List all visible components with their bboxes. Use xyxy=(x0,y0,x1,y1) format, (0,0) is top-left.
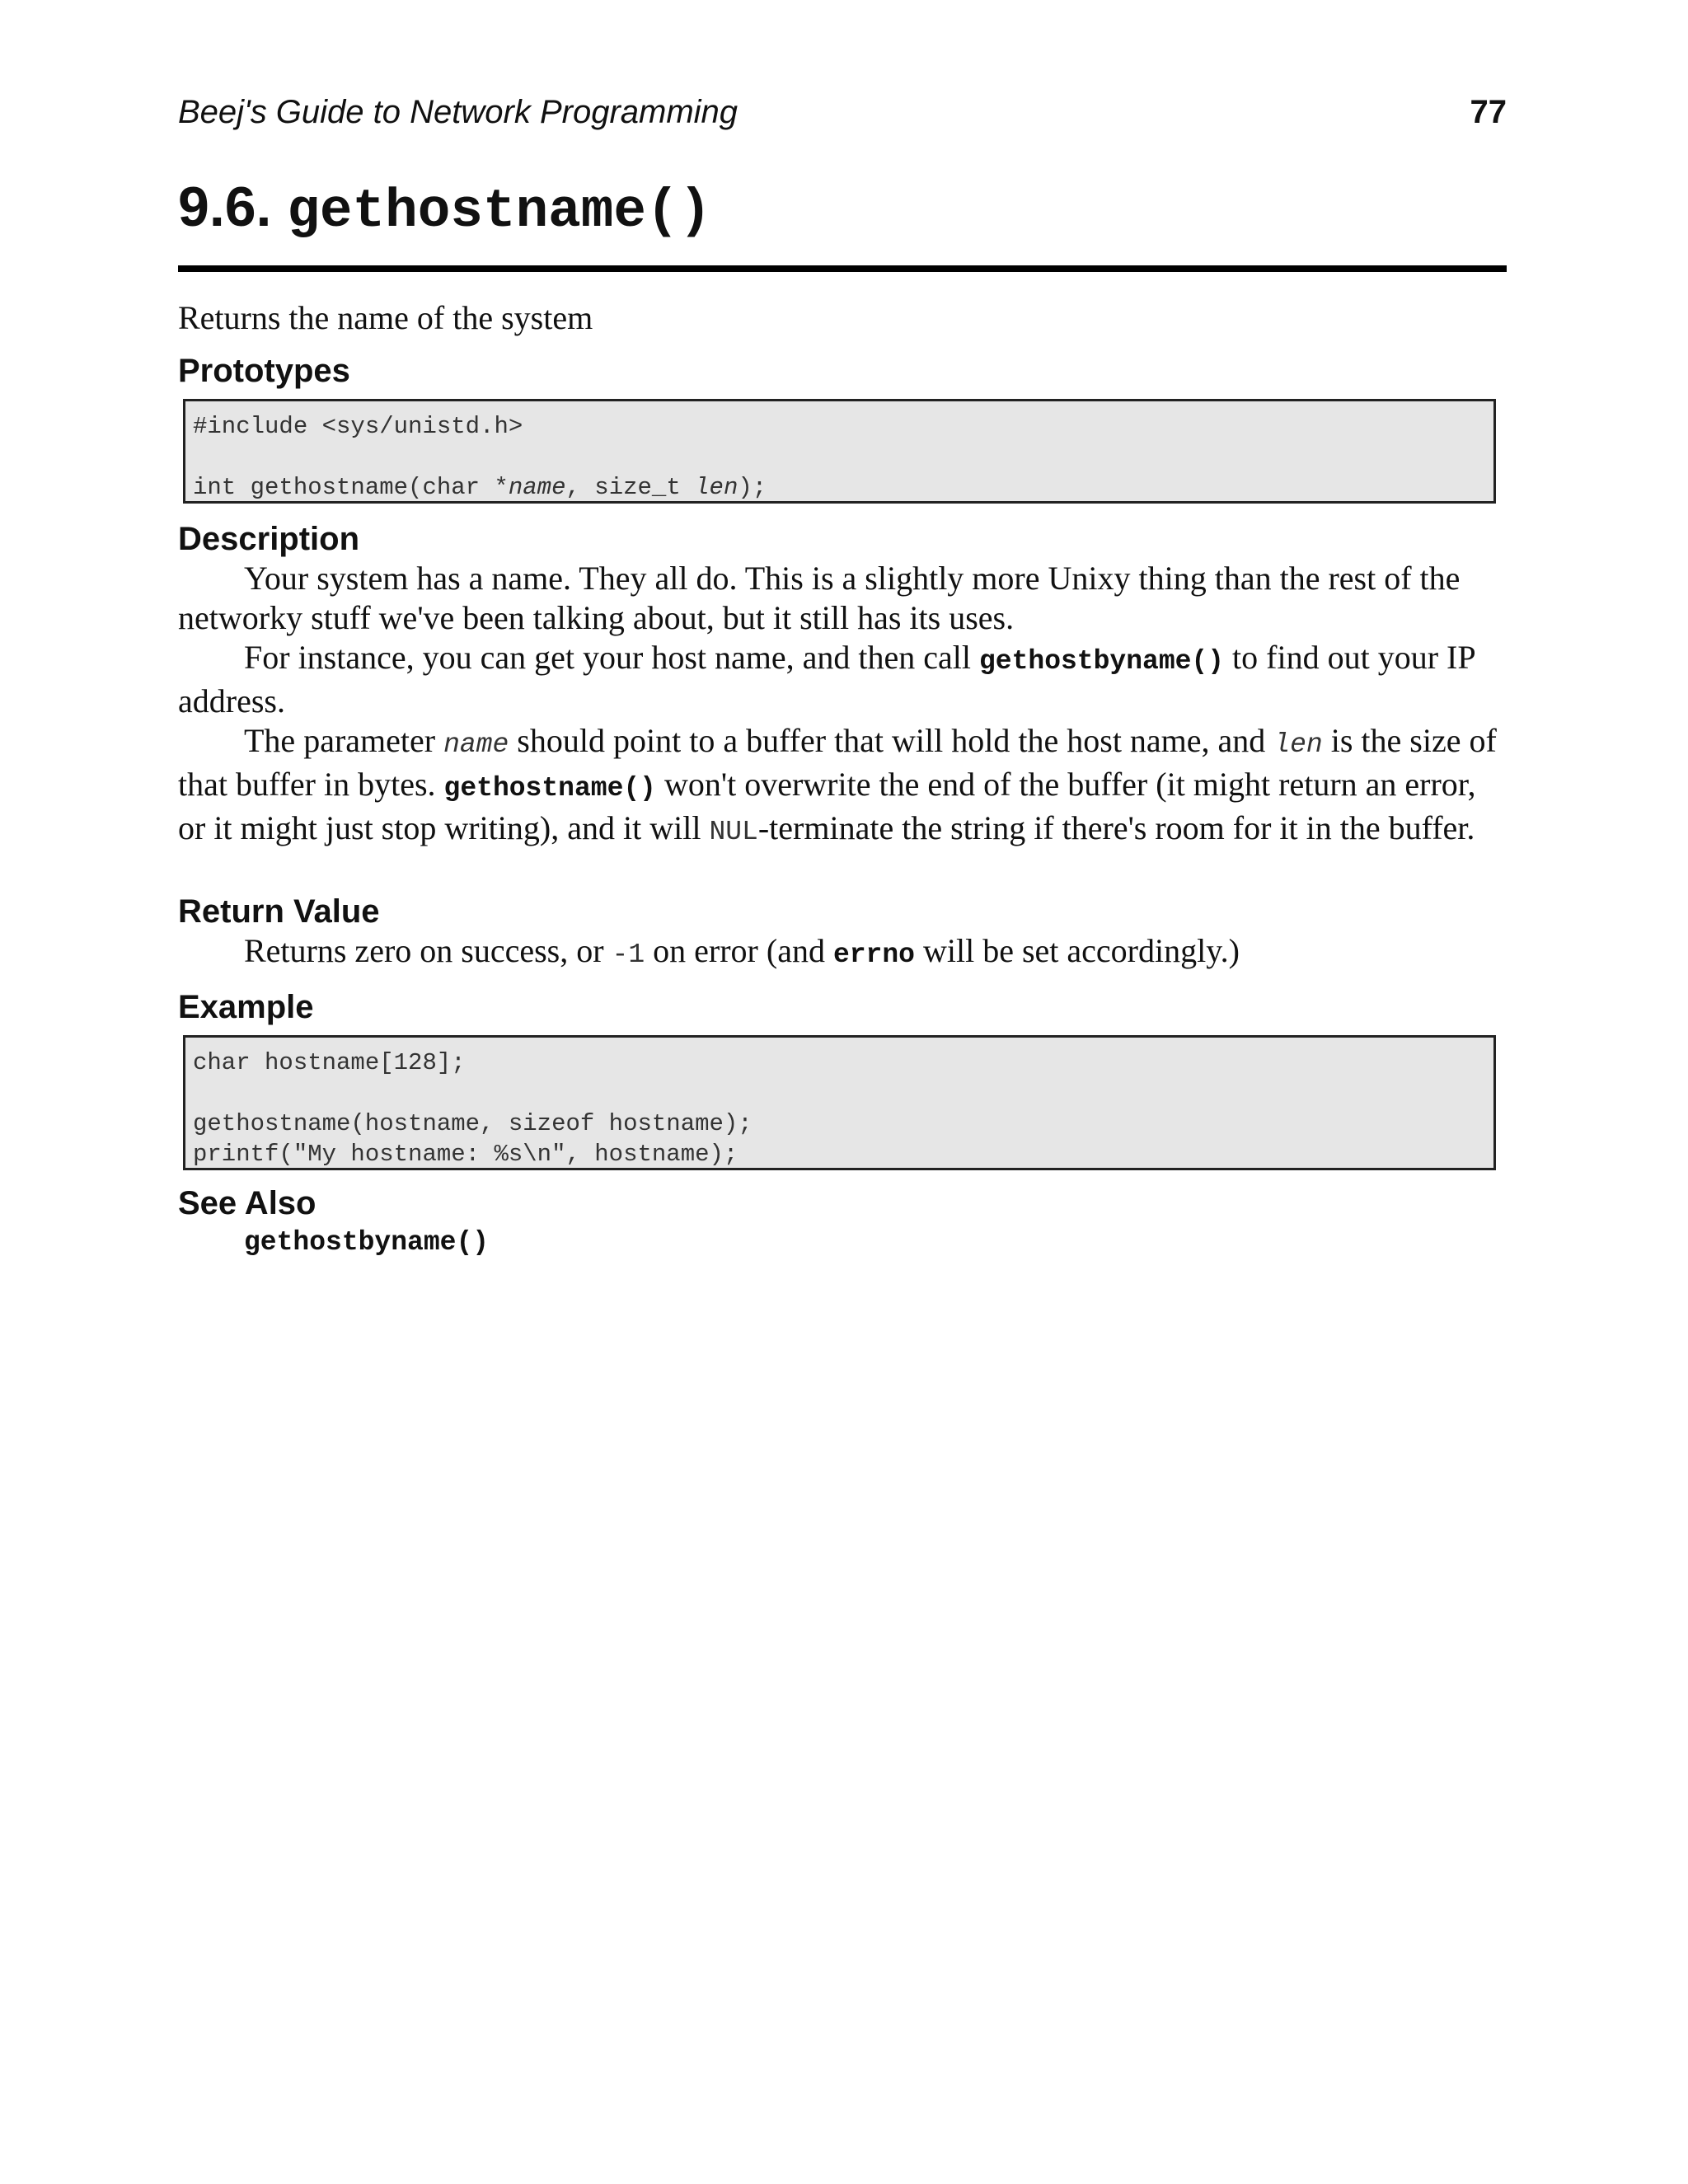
code-fragment: int gethostname(char * xyxy=(193,474,509,501)
code-line: printf("My hostname: %s\n", hostname); xyxy=(193,1141,738,1168)
code-line-blank xyxy=(193,1078,1493,1108)
see-also-gethostbyname-link[interactable]: gethostbyname() xyxy=(244,1227,490,1258)
nul-constant: NUL xyxy=(709,817,758,847)
code-line: gethostname(hostname, sizeof hostname); xyxy=(193,1110,753,1137)
error-value: -1 xyxy=(612,940,645,970)
text-fragment: to find out your IP address. xyxy=(178,639,1475,719)
running-title: Beej's Guide to Network Programming xyxy=(178,94,738,130)
text-fragment: The parameter xyxy=(244,722,444,759)
code-param-len: len xyxy=(695,474,738,501)
description-heading: Description xyxy=(178,521,360,557)
prototypes-heading: Prototypes xyxy=(178,353,350,389)
text-fragment: -terminate the string if there's room for it in the buffer. xyxy=(757,809,1475,846)
example-heading: Example xyxy=(178,989,314,1025)
return-value-body xyxy=(178,931,1507,975)
function-reference: gethostbyname() xyxy=(978,646,1225,677)
text-fragment: should point to a buffer that will hold the host name, and xyxy=(509,722,1274,759)
running-header xyxy=(178,92,1507,132)
return-value-paragraph xyxy=(178,931,1507,975)
code-fragment: , size_t xyxy=(565,474,696,501)
example-code-block xyxy=(183,1035,1496,1170)
return-value-heading: Return Value xyxy=(178,893,380,930)
description-paragraph xyxy=(178,638,1507,721)
description-paragraph: Your system has a name. They all do. This is a slightly more Unixy thing than the rest of the networky stuff we've been talking about, but it still has its uses. xyxy=(178,560,1461,636)
prototypes-code-block xyxy=(183,399,1496,504)
page-number: 77 xyxy=(1470,94,1507,130)
text-fragment: on error (and xyxy=(645,932,833,969)
code-line: #include <sys/unistd.h> xyxy=(193,413,523,440)
code-param-name: name xyxy=(508,474,566,501)
section-number: 9.6. xyxy=(178,176,272,238)
function-reference: gethostname() xyxy=(443,773,656,804)
text-fragment: won't overwrite the end of the buffer (it might return an error, or it might just stop writing), and it will xyxy=(178,766,1476,846)
title-rule xyxy=(178,265,1507,272)
text-fragment: is the size of that buffer in bytes. xyxy=(178,722,1497,803)
code-fragment: ); xyxy=(738,474,767,501)
section-function-name: gethostname() xyxy=(287,180,712,242)
param-len: len xyxy=(1273,729,1323,760)
section-title xyxy=(178,173,711,246)
description-body xyxy=(178,559,1507,852)
text-fragment: will be set accordingly.) xyxy=(914,932,1240,969)
text-fragment: Returns zero on success, or xyxy=(244,932,612,969)
text-fragment: For instance, you can get your host name, and then call xyxy=(244,639,979,676)
section-summary: Returns the name of the system xyxy=(178,299,593,336)
code-line: char hostname[128]; xyxy=(193,1049,466,1076)
see-also-heading: See Also xyxy=(178,1185,316,1221)
code-line xyxy=(193,472,1493,503)
code-line-blank xyxy=(193,442,1493,472)
param-name: name xyxy=(443,729,509,760)
errno-reference: errno xyxy=(832,940,915,970)
description-paragraph xyxy=(178,721,1507,852)
